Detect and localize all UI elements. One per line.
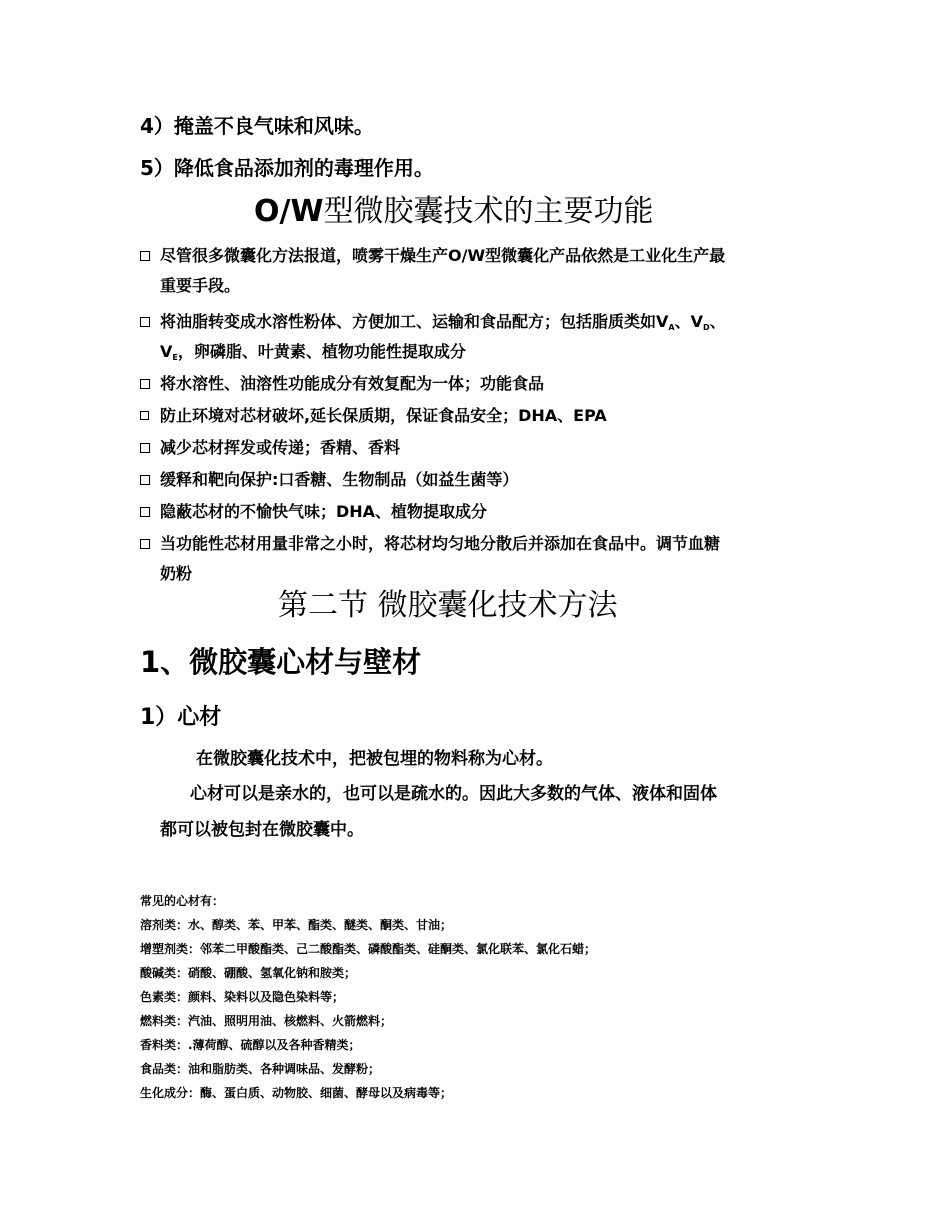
item-5: 5）降低食品添加剂的毒理作用。 [140,156,434,180]
core-list-item: 增塑剂类：邻苯二甲酸酯类、己二酸酯类、磷酸酯类、硅酮类、氯化联苯、氯化石蜡； [140,942,597,956]
checkbox-square-icon [140,317,150,327]
bullet-2-line1: 将油脂转变成水溶性粉体、方便加工、运输和食品配方；包括脂质类如$V_A$、$V_D$、 [160,312,726,332]
ow-heading-bold: O/W [254,194,324,229]
core-list-item: 食品类：油和脂肪类、各种调味品、发酵粉； [140,1062,381,1076]
bullet-8-line2: 奶粉 [160,564,193,583]
core-wall-heading: 1、微胶囊心材与壁材 [140,645,422,679]
checkbox-square-icon [140,507,150,517]
bullet-5-text: 减少芯材挥发或传递；香精、香料 [160,438,401,457]
checkbox-square-icon [140,251,150,261]
paragraph-2-line1: 心材可以是亲水的，也可以是疏水的。因此大多数的气体、液体和固体 [190,784,717,804]
core-list-item: 溶剂类：水、醇类、苯、甲苯、酯类、醚类、酮类、甘油； [140,918,453,932]
paragraph-1: 在微胶囊化技术中，把被包埋的物料称为心材。 [196,749,553,769]
bullet-7-text: 隐蔽芯材的不愉快气味；DHA、植物提取成分 [160,502,488,521]
bullet-2-line2: $V_E$，卵磷脂、叶黄素、植物功能性提取成分 [160,342,466,362]
ow-functions-heading [254,186,654,230]
core-list-item: 香料类：.薄荷醇、硫醇以及各种香精类； [140,1038,361,1052]
bullet-6-text: 缓释和靶向保护:口香糖、生物制品（如益生菌等） [160,470,519,489]
paragraph-2-line2: 都可以被包封在微胶囊中。 [160,820,364,840]
core-material-subheading: 1）心材 [140,705,222,730]
core-list-item: 酸碱类：硝酸、硼酸、氢氧化钠和胺类； [140,966,357,980]
core-list-item: 燃料类：汽油、照明用油、核燃料、火箭燃料； [140,1014,393,1028]
bullet-3-text: 将水溶性、油溶性功能成分有效复配为一体；功能食品 [160,374,545,393]
section-2-heading: 第二节 微胶囊化技术方法 [278,588,618,623]
checkbox-square-icon [140,539,150,549]
core-list-item: 生化成分：酶、蛋白质、动物胶、细菌、酵母以及病毒等； [140,1086,453,1100]
checkbox-square-icon [140,475,150,485]
bullet-1-line1: 尽管很多微囊化方法报道，喷雾干燥生产O/W型微囊化产品依然是工业化生产最 [160,246,726,265]
core-list-item: 色素类：颜料、染料以及隐色染料等； [140,990,345,1004]
checkbox-square-icon [140,411,149,420]
item-4: 4）掩盖不良气味和风味。 [140,114,374,138]
core-list-title: 常见的心材有： [140,894,225,908]
checkbox-square-icon [140,379,150,389]
bullet-4-text: 防止环境对芯材破坏,延长保质期，保证食品安全；DHA、EPA [160,406,607,425]
bullet-8-line1: 当功能性芯材用量非常之小时，将芯材均匀地分散后并添加在食品中。调节血糖 [160,534,721,553]
checkbox-square-icon [140,443,150,453]
ow-heading-rest: 型微胶囊技术的主要功能 [323,194,654,229]
bullet-1-line2: 重要手段。 [160,276,241,295]
